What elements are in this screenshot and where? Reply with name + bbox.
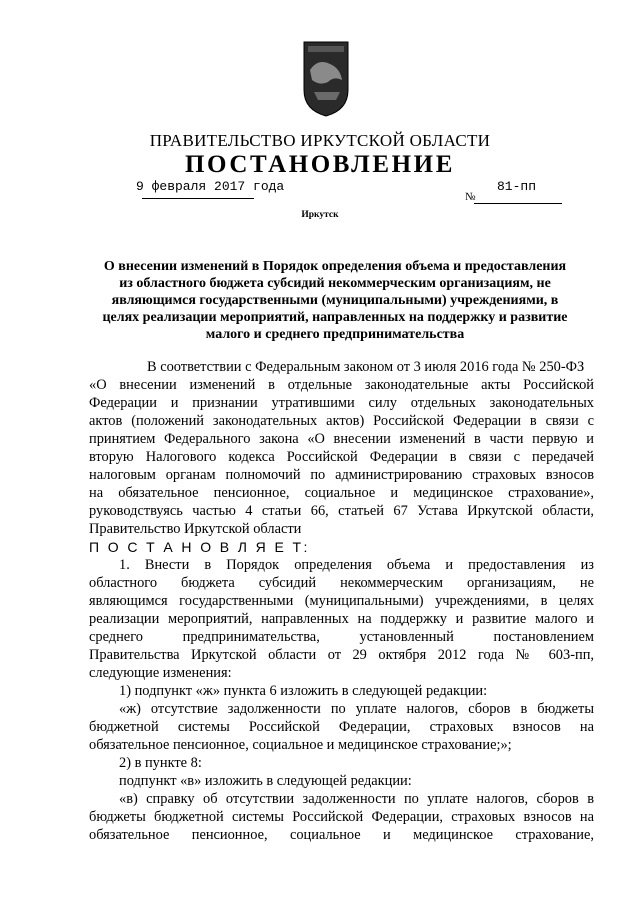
heading-line: из областного бюджета субсидий некоммерческим организациям, не — [119, 276, 551, 291]
resolves-word: П О С Т А Н О В Л Я Е Т: — [89, 539, 310, 555]
body-line: 1. Внести в Порядок определения объема и предоставления из — [119, 557, 594, 573]
body-line: налоговым органам полномочий по администрированию страховых взносов — [89, 467, 594, 483]
body-line: обязательное пенсионное, социальное и медицинское страхование;»; — [89, 737, 512, 753]
number-underline — [474, 203, 562, 204]
body-line: Правительство Иркутской области — [89, 521, 302, 537]
body-line: Федерации и признании утратившими силу отдельных законодательных — [89, 395, 594, 411]
heading-line: целях реализации мероприятий, направленных на поддержку и развитие — [102, 310, 568, 325]
document-date: 9 февраля 2017 года — [136, 179, 285, 194]
body-line: реализации мероприятий, направленных на поддержку и развитие малого и — [89, 611, 594, 627]
body-line: принятием Федерального закона «О внесении изменений в части первую и — [89, 431, 594, 447]
body-line: Правительства Иркутской области от 29 октября 2012 года № 603-пп, — [89, 647, 594, 663]
body-line: являющимся государственными (муниципальными) учреждениями, в целях — [89, 593, 594, 609]
body-line: «ж) отсутствие задолженности по уплате налогов, сборов в бюджеты — [119, 701, 594, 717]
body-line: В соответствии с Федеральным законом от 3 июля 2016 года № 250-ФЗ — [147, 359, 585, 375]
body-line: 2) в пункте 8: — [119, 755, 202, 771]
body-line: среднего предпринимательства, установленный постановлением — [89, 629, 594, 645]
city-name: Иркутск — [301, 210, 339, 220]
coat-of-arms-emblem — [300, 40, 352, 118]
body-line: обязательное пенсионное, социальное и медицинское страхование, — [89, 827, 594, 843]
body-line: бюджетной системы Российской Федерации, страховых взносов на — [89, 719, 594, 735]
body-line: «в) справку об отсутствии задолженности по уплате налогов, сборов в — [119, 791, 594, 807]
body-line: областного бюджета субсидий некоммерческим организациям, не — [89, 575, 594, 591]
heading-line: являющимся государственными (муниципальными) учреждениями, в — [111, 293, 559, 308]
government-name: ПРАВИТЕЛЬСТВО ИРКУТСКОЙ ОБЛАСТИ — [149, 131, 491, 150]
document-number: 81-пп — [497, 179, 537, 194]
body-line: актов (положений законодательных актов) Российской Федерации в связи с — [89, 413, 594, 429]
body-line: руководствуясь частью 4 статьи 66, статьей 67 Устава Иркутской области, — [89, 503, 594, 519]
body-line: следующие изменения: — [89, 665, 232, 681]
document-heading — [88, 258, 582, 343]
number-sign: № — [465, 191, 476, 203]
heading-line: малого и среднего предпринимательства — [205, 327, 465, 342]
body-line: вторую Налогового кодекса Российской Федерации в связи с передачей — [89, 449, 594, 465]
document-body — [89, 358, 594, 844]
body-line: на обязательное пенсионное, социальное и медицинское страхование», — [89, 485, 594, 501]
document-type-title: ПОСТАНОВЛЕНИЕ — [184, 151, 456, 178]
body-line: «О внесении изменений в отдельные законодательные акты Российской — [89, 377, 594, 393]
body-line: 1) подпункт «ж» пункта 6 изложить в следующей редакции: — [119, 683, 488, 699]
body-line: подпункт «в» изложить в следующей редакции: — [119, 773, 412, 789]
body-line: бюджеты бюджетной системы Российской Федерации, страховых взносов на — [89, 809, 594, 825]
date-underline — [142, 198, 254, 199]
heading-line: О внесении изменений в Порядок определения объема и предоставления — [103, 259, 567, 274]
